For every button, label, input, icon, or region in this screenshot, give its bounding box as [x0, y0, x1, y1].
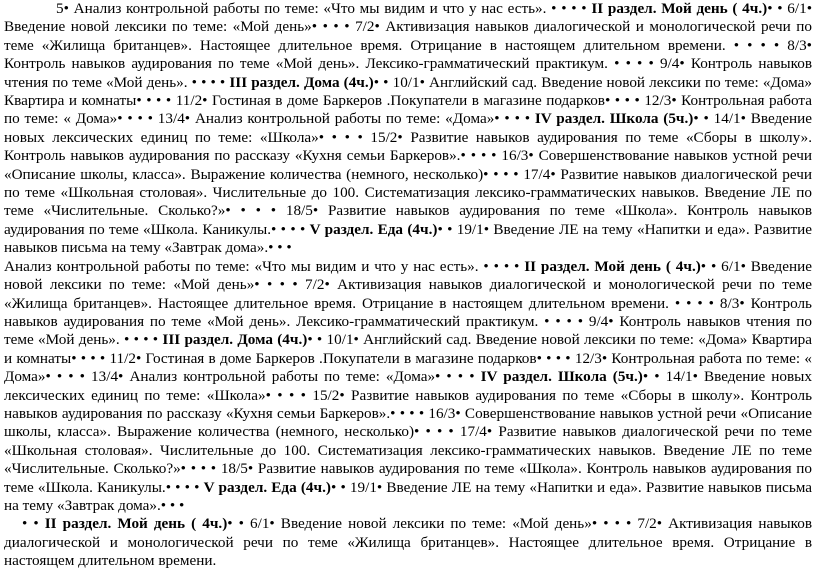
section-heading: IV раздел. Школа (5ч.): [534, 110, 694, 128]
text-run: • • 14/1• Введение новых лексических единиц по теме: «Школа»• • • • 15/2• Развитие навыков аудирования по теме «Сборы в школу». Контроль навыков аудирования по рассказу «Кухня семьи Баркеров».• • • • 16/3• Совершенствование навыков устной речи «Описание школы, класса». Выражение количества (немного, несколько)• • • • 17/4• Развитие навыков диалогической речи по теме «Школьная столовая». Числительные до 100. Систематизация лексико-грамматических навыков. Введение ЛЕ по теме «Числительные. Сколько?»• • • • 18/5• Развитие навыков аудирования по теме «Школа». Контроль навыков аудирования по теме «Школа. Каникулы.• • • •: [4, 368, 812, 496]
paragraph: [4, 515, 812, 570]
text-run: 5• Анализ контрольной работы по теме: «Что мы видим и что у нас есть». • • • •: [56, 0, 592, 17]
section-heading: V раздел. Еда (4ч.): [203, 478, 331, 496]
text-run: • • 14/1• Введение новых лексических единиц по теме: «Школа»• • • • 15/2• Развитие навыков аудирования по теме «Сборы в школу». Контроль навыков аудирования по рассказу «Кухня семьи Баркеров».• • • • 16/3• Совершенствование навыков устной речи «Описание школы, класса». Выражение количества (немного, несколько)• • • • 17/4• Развитие навыков диалогической речи по теме «Школьная столовая». Числительные до 100. Систематизация лексико-грамматических навыков. Введение ЛЕ по теме «Числительные. Сколько?»• • • • 18/5• Развитие навыков аудирования по теме «Школа». Контроль навыков аудирования по теме «Школа. Каникулы.• • • •: [4, 110, 812, 238]
text-run: • • 6/1• Введение новой лексики по теме: «Мой день»• • • • 7/2• Активизация навыков диалогической и монологической речи по теме «Жилища британцев». Настоящее длительное время. Отрицание в настоящем длительном времени. • • • • 8/3• Контроль навыков аудирования по теме «Мой день». Лексико-грамматический практикум. • • • • 9/4• Контроль навыков чтения по теме «Мой день». • • • •: [4, 257, 813, 349]
document-page: [4, 0, 813, 570]
section-heading: II раздел. Мой день ( 4ч.): [524, 257, 701, 275]
text-run: • • 10/1• Английский сад. Введение новой лексики по теме: «Дома» Квартира и комнаты• • • • 11/2• Гостиная в доме Баркеров .Покупатели в магазине подарков• • • • 12/3• Контрольная работа по теме: « Дома»• • • • 13/4• Анализ контрольной работы по теме: «Дома»• • • •: [4, 331, 812, 386]
section-heading: III раздел. Дома (4ч.): [229, 73, 374, 91]
text-run: Анализ контрольной работы по теме: «Что мы видим и что у нас есть». • • • •: [4, 257, 525, 275]
section-heading: IV раздел. Школа (5ч.): [480, 368, 643, 386]
text-run: • • 19/1• Введение ЛЕ на тему «Напитки и еда». Развитие навыков письма на тему «Завтрак дома».• • •: [4, 220, 813, 257]
paragraph: [4, 0, 812, 258]
text-run: • • 6/1• Введение новой лексики по теме: «Мой день»• • • • 7/2• Активизация навыков диалогической и монологической речи по теме «Жилища британцев». Настоящее длительное время. Отрицание в настоящем длительном времени. • • • • 8/3• Контроль навыков аудирования по теме «Мой день». Лексико-грамматический практикум. • • • • 9/4• Контроль навыков чтения по теме «Мой день». • • • •: [4, 0, 813, 91]
text-run: • • 10/1• Английский сад. Введение новой лексики по теме: «Дома» Квартира и комнаты• • • • 11/2• Гостиная в доме Баркеров .Покупатели в магазине подарков• • • • 12/3• Контрольная работа по теме: « Дома»• • • • 13/4• Анализ контрольной работы по теме: «Дома»• • • •: [4, 73, 812, 128]
text-run: • •: [22, 515, 45, 533]
section-heading: II раздел. Мой день ( 4ч.): [591, 0, 768, 17]
text-run: • • 19/1• Введение ЛЕ на тему «Напитки и еда». Развитие навыков письма на тему «Завтрак дома».• • •: [4, 478, 813, 514]
section-heading: V раздел. Еда (4ч.): [309, 220, 438, 238]
paragraph: [4, 258, 812, 516]
section-heading: II раздел. Мой день ( 4ч.): [44, 515, 228, 533]
section-heading: III раздел. Дома (4ч.): [162, 331, 308, 349]
text-run: • • 6/1• Введение новой лексики по теме: «Мой день»• • • • 7/2• Активизация навыков диалогической и монологической речи по теме «Жилища британцев». Настоящее длительное время. Отрицание в настоящем длительном времени.: [4, 515, 812, 570]
